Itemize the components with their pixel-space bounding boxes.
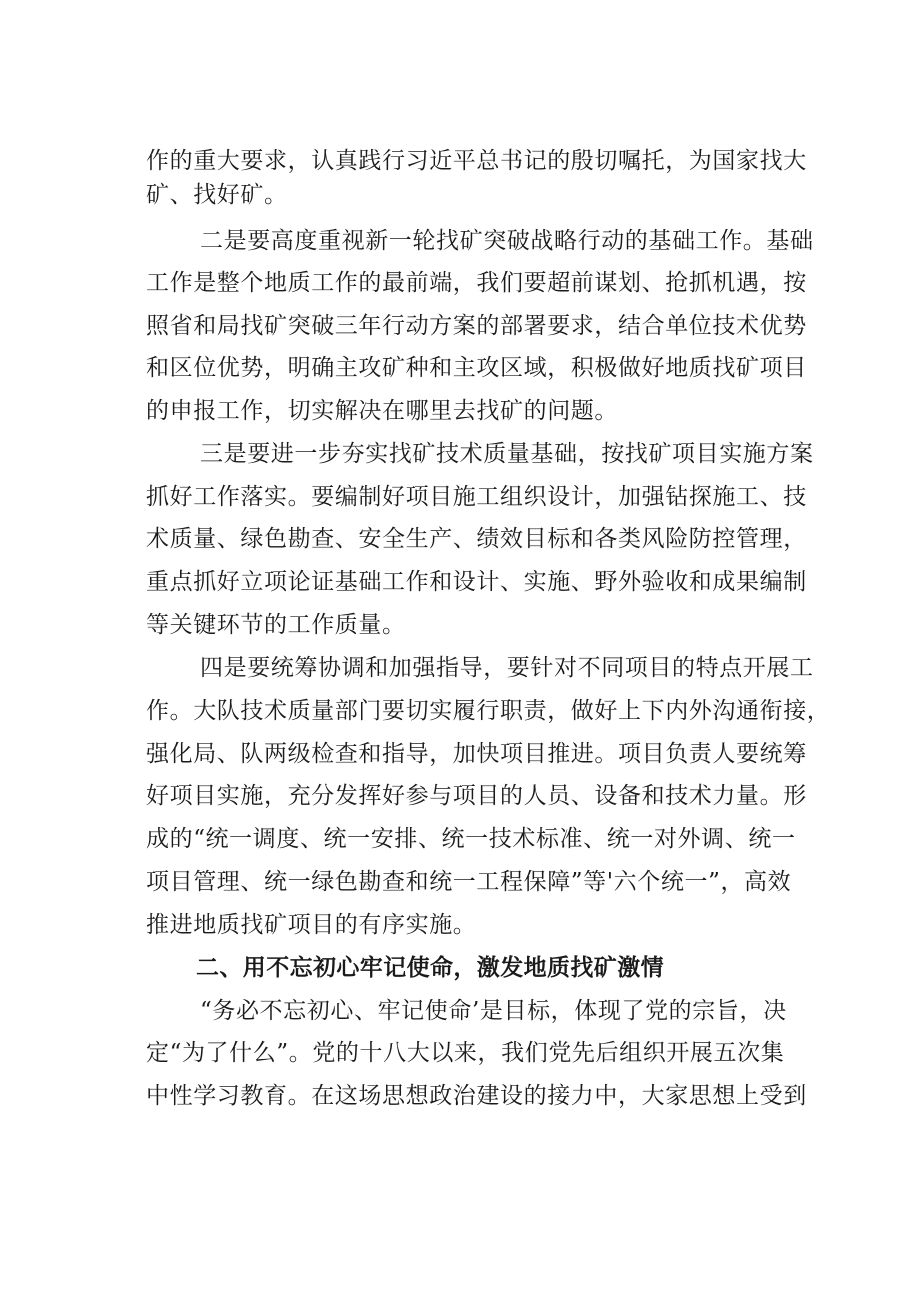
text-line: 的申报工作，切实解决在哪里去找矿的问题。 [146, 398, 618, 424]
text-line: 强化局、队两级检查和指导，加快项目推进。项目负责人要统筹 [146, 741, 807, 767]
text-line: 矿、找好矿。 [146, 182, 288, 208]
text-line: 项目管理、统一绿色勘查和统一工程保障”等'六个统一”，高效 [146, 869, 792, 895]
text-line: 照省和局找矿突破三年行动方案的部署要求，结合单位技术优势 [146, 313, 807, 339]
text-line: 好项目实施，充分发挥好参与项目的人员、设备和技术力量。形 [146, 783, 807, 809]
text-line: 和区位优势，明确主攻矿种和主攻区域，积极做好地质找矿项目 [146, 355, 807, 381]
text-line: 作的重大要求，认真践行习近平总书记的殷切嘱托，为国家找大 [146, 148, 807, 174]
text-line: 术质量、绿色勘查、安全生产、绩效目标和各类风险防控管理， [146, 526, 807, 552]
text-line: 等关键环节的工作质量。 [146, 612, 406, 638]
text-line: 作。大队技术质量部门要切实履行职责，做好上下内外沟通衔接， [146, 698, 831, 724]
text-line: 中性学习教育。在这场思想政治建设的接力中，大家思想上受到 [146, 1083, 807, 1109]
section-heading: 二、用不忘初心牢记使命，激发地质找矿激情 [196, 955, 664, 981]
paragraph-start-line: 二是要高度重视新一轮找矿突破战略行动的基础工作。基础 [200, 228, 814, 254]
paragraph-start-line: “务必不忘初心、牢记使命’是目标，体现了党的宗旨，决 [200, 998, 787, 1024]
text-line: 定“为了什么”。党的十八大以来，我们党先后组织开展五次集 [146, 1040, 785, 1066]
text-line: 重点抓好立项论证基础工作和设计、实施、野外验收和成果编制 [146, 569, 807, 595]
paragraph-start-line: 四是要统筹协调和加强指导，要针对不同项目的特点开展工 [200, 655, 814, 681]
text-line: 工作是整个地质工作的最前端，我们要超前谋划、抢抓机遇，按 [146, 270, 807, 296]
text-line: 抓好工作落实。要编制好项目施工组织设计，加强钻探施工、技 [146, 484, 807, 510]
text-line: 推进地质找矿项目的有序实施。 [146, 912, 477, 938]
paragraph-start-line: 三是要进一步夯实找矿技术质量基础，按找矿项目实施方案 [200, 441, 814, 467]
text-line: 成的“统一调度、统一安排、统一技术标准、统一对外调、统一 [146, 826, 796, 852]
